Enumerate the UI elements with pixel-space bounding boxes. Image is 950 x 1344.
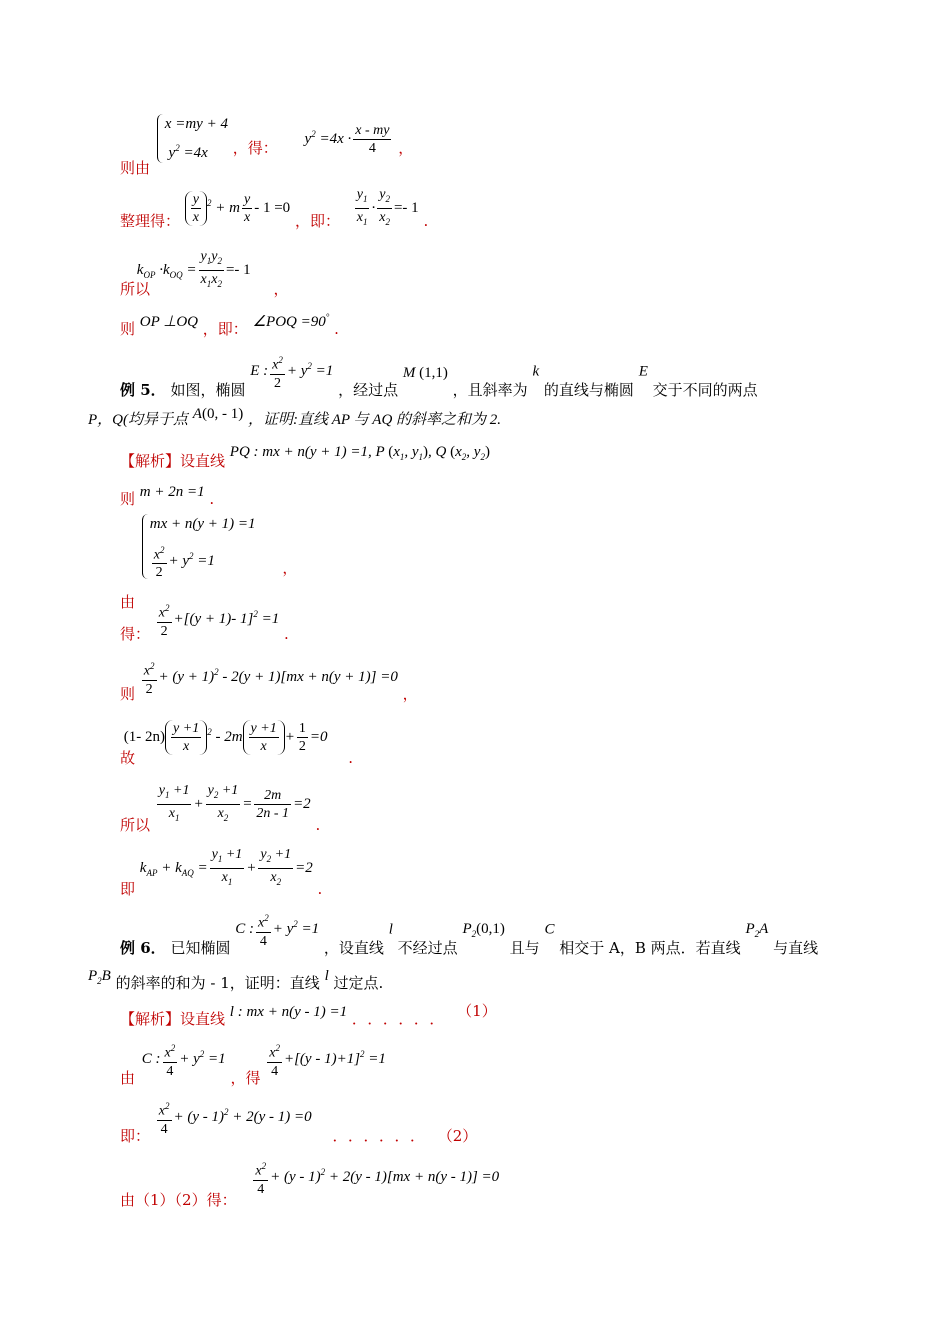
formula: $\frac{x^2}{2}$ +[(y + 1)- 1]$^2$ =1 xyxy=(155,611,279,627)
derivation-line-2 xyxy=(120,186,428,231)
formula: $\frac{x^2}{2}$ + $(y + 1)^2 - 2(y + 1)[mx + n(y + 1)] =0$ xyxy=(140,669,398,685)
formula: $k_{OP} \cdot k_{OQ}$ = $\frac{y_1y_2}{x_1x_2}$ =- 1 xyxy=(136,249,251,289)
formula: (1- 2n) $\frac{y +1}{x}$ $^2$ - 2m $\frac{y +1}{x}$ + $\frac{1}{2}$ =0 xyxy=(123,721,328,754)
example-text: ，且斜率为 xyxy=(452,381,528,400)
derivation-line-4 xyxy=(120,308,339,338)
example-text: 相交于 A，B 两点．若直线 xyxy=(559,939,741,958)
derivation-line-3 xyxy=(120,248,289,298)
formula: $\frac{y}{x}$ $^2$ + m $\frac{y}{x}$ - 1 =0 xyxy=(185,200,290,216)
solution-5-line-3 xyxy=(120,600,289,644)
formula: E : $\frac{x^2}{2}$ + $y^2 =1$ xyxy=(250,363,333,379)
example-text: 如图，椭圆 xyxy=(170,381,246,400)
end-text: . xyxy=(283,625,289,644)
equation-tag: （1） xyxy=(457,1002,497,1020)
solution-5-line-7 xyxy=(120,846,323,898)
example-text: ，设直线 xyxy=(323,939,384,958)
example-text: ，证明:直线 AP 与 AQ 的斜率之和为 2. xyxy=(247,412,502,428)
formula: l xyxy=(388,921,393,938)
formula: $P_2B$ xyxy=(88,968,111,986)
example-text: 且与 xyxy=(509,939,540,958)
lead-text: 整理得： xyxy=(120,211,181,230)
solution-5-line-1 xyxy=(120,482,215,508)
formula: $P_2(0,1)$ xyxy=(462,921,505,940)
end-text: . xyxy=(209,490,215,508)
lead-text: 即 xyxy=(120,879,136,898)
example-text: 与直线 xyxy=(773,939,819,958)
formula: M (1,1) xyxy=(402,365,448,382)
solution-6-intro xyxy=(120,1002,497,1028)
lead-text: 则 xyxy=(120,685,136,704)
sep-text: ，得： xyxy=(232,138,278,157)
end-text: . xyxy=(423,211,429,230)
example-5-line-1 xyxy=(120,352,758,400)
equation-system: mx + n(y + 1) =1 $\frac{x^2}{2}$ + $y^2 =1$ xyxy=(140,512,256,581)
solution-label: 【解析】设直线 xyxy=(120,1010,226,1028)
dots: ．．．．．． xyxy=(351,1010,453,1028)
sep-text: ，即： xyxy=(202,320,248,338)
lead-text: 则 xyxy=(120,490,136,508)
solution-5-line-4 xyxy=(120,658,418,704)
formula: C xyxy=(544,921,555,938)
end-text: . xyxy=(348,748,354,767)
lead-text: 由 xyxy=(120,592,136,611)
example-text: 过定点. xyxy=(333,974,384,992)
end-text: . xyxy=(317,879,323,898)
lead-text: 所以 xyxy=(120,279,151,298)
equation-tag: （2） xyxy=(437,1127,478,1146)
lead-text: 则 xyxy=(120,320,136,338)
example-label: 例 6． xyxy=(120,939,166,958)
example-text: 的直线与椭圆 xyxy=(543,381,634,400)
solution-5-line-6 xyxy=(120,782,321,834)
dots: ．．．．．． xyxy=(332,1127,433,1146)
lead-text: 得： xyxy=(120,625,151,644)
example-text: 不经过点 xyxy=(397,939,458,958)
formula: k xyxy=(532,363,540,380)
formula: $P_2A$ xyxy=(745,921,769,940)
example-text: P，Q(均异于点 xyxy=(88,412,188,428)
derivation-line-1 xyxy=(120,112,414,177)
formula: C : $\frac{x^2}{4}$ + $y^2 =1$ xyxy=(235,921,319,937)
formula: PQ : mx + n(y + 1) =1, P ($x_1$, $y_1$), Q ($x_2$, $y_2$) xyxy=(229,444,490,462)
example-text: ，经过点 xyxy=(338,381,399,400)
lead-text: 由（1）（2）得： xyxy=(120,1191,237,1210)
formula: $k_{AP} + k_{AQ}$ = $\frac{y_1 +1}{x_1}$ + $\frac{y_2 +1}{x_2}$ =2 xyxy=(139,847,313,887)
solution-5-line-5 xyxy=(120,720,354,767)
end-text: ， xyxy=(282,558,298,577)
end-text: ， xyxy=(398,138,414,157)
solution-6-line-3 xyxy=(120,1158,500,1210)
equation-system: x =my + 4 $y^2 =4x$ xyxy=(155,112,228,165)
example-5-line-2 xyxy=(88,404,502,428)
formula: ∠POQ =90° xyxy=(252,312,330,330)
formula: $\frac{x^2}{4}$ + (y - 1)$^2$ + 2(y - 1) =0 xyxy=(155,1109,312,1125)
formula: $\frac{y_1}{x_1}$ · $\frac{y_2}{x_2}$ =- 1 xyxy=(356,187,419,227)
lead-text: 故 xyxy=(120,748,136,767)
formula: l xyxy=(324,968,329,984)
sep-text: ，得 xyxy=(230,1069,261,1088)
lead-text: 由 xyxy=(120,1069,136,1088)
formula: $y^2 =4x$ · $\frac{x - my}{4}$ xyxy=(304,122,390,156)
formula: m + 2n =1 xyxy=(139,484,205,500)
end-text: . xyxy=(315,815,321,834)
solution-5-line-2 xyxy=(120,512,298,611)
formula: OP ⊥OQ xyxy=(139,314,199,330)
sep-text: ，即： xyxy=(294,211,340,230)
example-text: 交于不同的两点 xyxy=(652,381,758,400)
example-6-line-1 xyxy=(120,910,819,958)
solution-label: 【解析】设直线 xyxy=(120,452,226,470)
formula: $\frac{x^2}{4}$ $+[(y - 1)+1]^2 =1$ xyxy=(265,1051,386,1067)
formula: E xyxy=(638,363,648,380)
example-6-line-2 xyxy=(88,966,383,990)
formula: l : mx + n(y - 1) =1 xyxy=(229,1004,348,1020)
solution-6-line-1 xyxy=(120,1040,386,1088)
end-text: . xyxy=(334,320,339,338)
end-text: ， xyxy=(273,279,289,298)
formula: $\frac{y_1 +1}{x_1}$ + $\frac{y_2 +1}{x_2}$ = $\frac{2m}{2n - 1}$ =2 xyxy=(158,783,311,823)
example-text: 的斜率的和为 - 1，证明：直线 xyxy=(115,974,320,992)
example-label: 例 5． xyxy=(120,381,166,400)
lead-text: 即： xyxy=(120,1127,151,1146)
solution-5-intro xyxy=(120,442,490,470)
lead-text: 所以 xyxy=(120,815,151,834)
formula: A(0, - 1) xyxy=(192,406,244,422)
formula: $\frac{x^2}{4}$ + (y - 1)$^2$ + 2(y - 1)[mx + n(y - 1)] =0 xyxy=(251,1169,499,1185)
lead-text: 则由 xyxy=(120,158,151,177)
end-text: ， xyxy=(402,685,418,704)
formula: C : $\frac{x^2}{4}$ + $y^2 =1$ xyxy=(142,1051,226,1067)
solution-6-line-2 xyxy=(120,1098,478,1146)
example-text: 已知椭圆 xyxy=(170,939,231,958)
